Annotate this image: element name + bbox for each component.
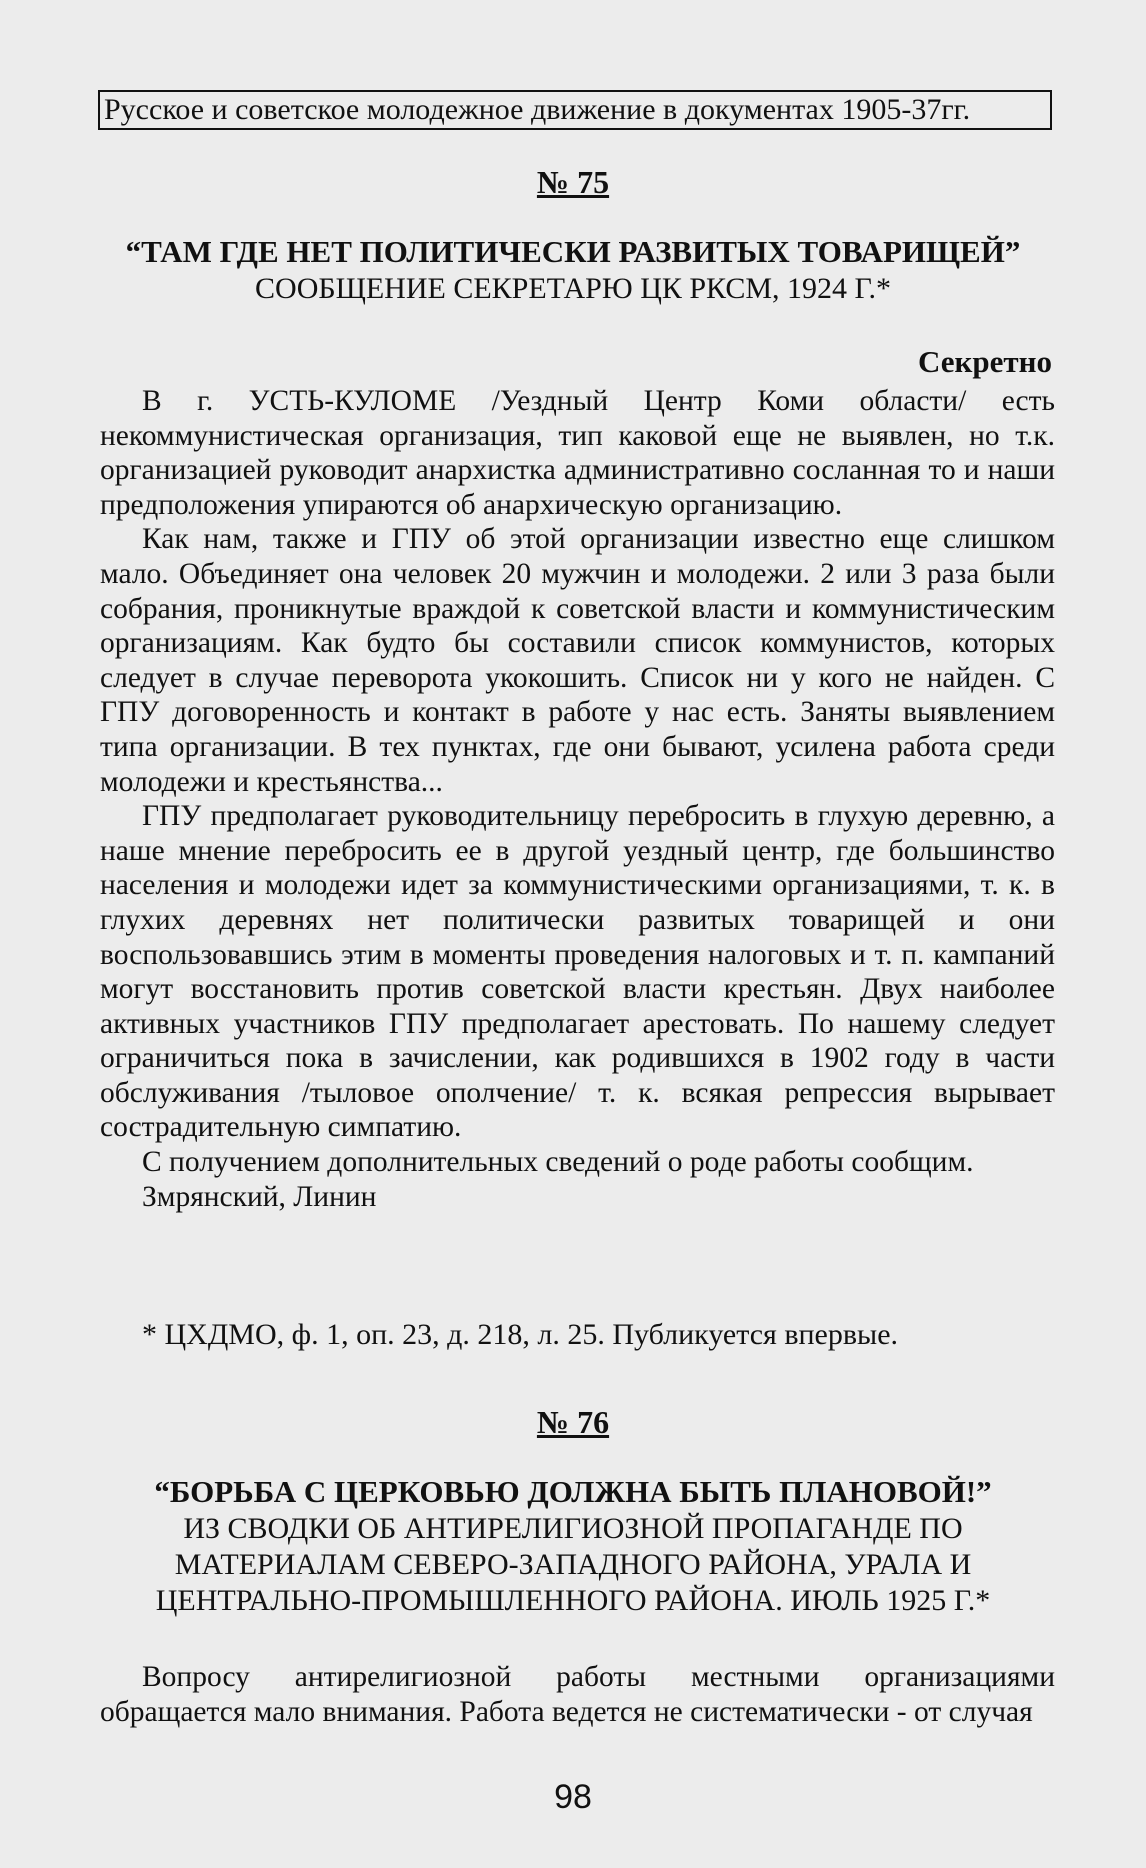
paragraph: В г. УСТЬ-КУЛОМЕ /Уездный Центр Коми области/ есть некоммунистическая организация, тип каковой еще не выявлен, но т.к. организацией руководит анархистка административно сосланная то и наши предположения упираются об анархическую организацию.: [100, 385, 1055, 521]
document-number: № 76: [536, 1404, 610, 1440]
document-subtitle-line: ИЗ СВОДКИ ОБ АНТИРЕЛИГИОЗНОЙ ПРОПАГАНДЕ ПО: [183, 1512, 963, 1545]
paragraph: С получением дополнительных сведений о роде работы сообщим.: [142, 1146, 974, 1179]
page-number: 98: [554, 1778, 592, 1816]
footnote: * ЦХДМО, ф. 1, оп. 23, д. 218, л. 25. Публикуется впервые.: [142, 1318, 899, 1351]
document-title: “ТАМ ГДЕ НЕТ ПОЛИТИЧЕСКИ РАЗВИТЫХ ТОВАРИЩЕЙ”: [125, 234, 1021, 269]
document-body: [100, 384, 1055, 1214]
paragraph: Как нам, также и ГПУ об этой организации известно еще слишком мало. Объединяет она человек 20 мужчин и молодежи. 2 или 3 раза были собрания, проникнутые враждой к советской власти и коммунистическим организациям. Как будто бы составили список коммунистов, которых следует в случае переворота укокошить. Список ни у кого не найден. С ГПУ договоренность и контакт в работе у нас есть. Заняты выявлением типа организации. В тех пунктах, где они бывают, усилена работа среди молодежи и крестьянства...: [100, 523, 1055, 798]
paragraph: Вопросу антирелигиозной работы местными организациями обращается мало внимания. Работа ведется не систематически - от случая: [100, 1661, 1055, 1728]
document-number: № 75: [536, 164, 610, 200]
classification-mark: Секретно: [918, 344, 1052, 379]
document-subtitle: СООБЩЕНИЕ СЕКРЕТАРЮ ЦК РКСМ, 1924 Г.*: [255, 272, 891, 305]
document-title: “БОРЬБА С ЦЕРКОВЬЮ ДОЛЖНА БЫТЬ ПЛАНОВОЙ!”: [154, 1474, 992, 1509]
paragraph: ГПУ предполагает руководительницу перебросить в глухую деревню, а наше мнение перебросить ее в другой уездный центр, где большинство населения и молодежи идет за коммунистическими организациями, т. к. в глухих деревнях нет политически развитых товарищей и они воспользовавшись этим в моменты проведения налоговых и т. п. кампаний могут восстановить против советской власти крестьян. Двух наиболее активных участников ГПУ предполагает арестовать. По нашему следует ограничиться пока в зачислении, как родившихся в 1902 году в части обслуживания /тыловое ополчение/ т. к. всякая репрессия вырывает сострадительную симпатию.: [100, 800, 1055, 1144]
running-header: Русское и советское молодежное движение в документах 1905-37гг.: [98, 90, 1052, 130]
document-body: [100, 1660, 1055, 1729]
signature: Змрянский, Линин: [142, 1180, 377, 1213]
document-subtitle-line: ЦЕНТРАЛЬНО-ПРОМЫШЛЕННОГО РАЙОНА. ИЮЛЬ 1925 Г.*: [155, 1584, 991, 1617]
document-subtitle-line: МАТЕРИАЛАМ СЕВЕРО-ЗАПАДНОГО РАЙОНА, УРАЛА И: [174, 1548, 972, 1581]
